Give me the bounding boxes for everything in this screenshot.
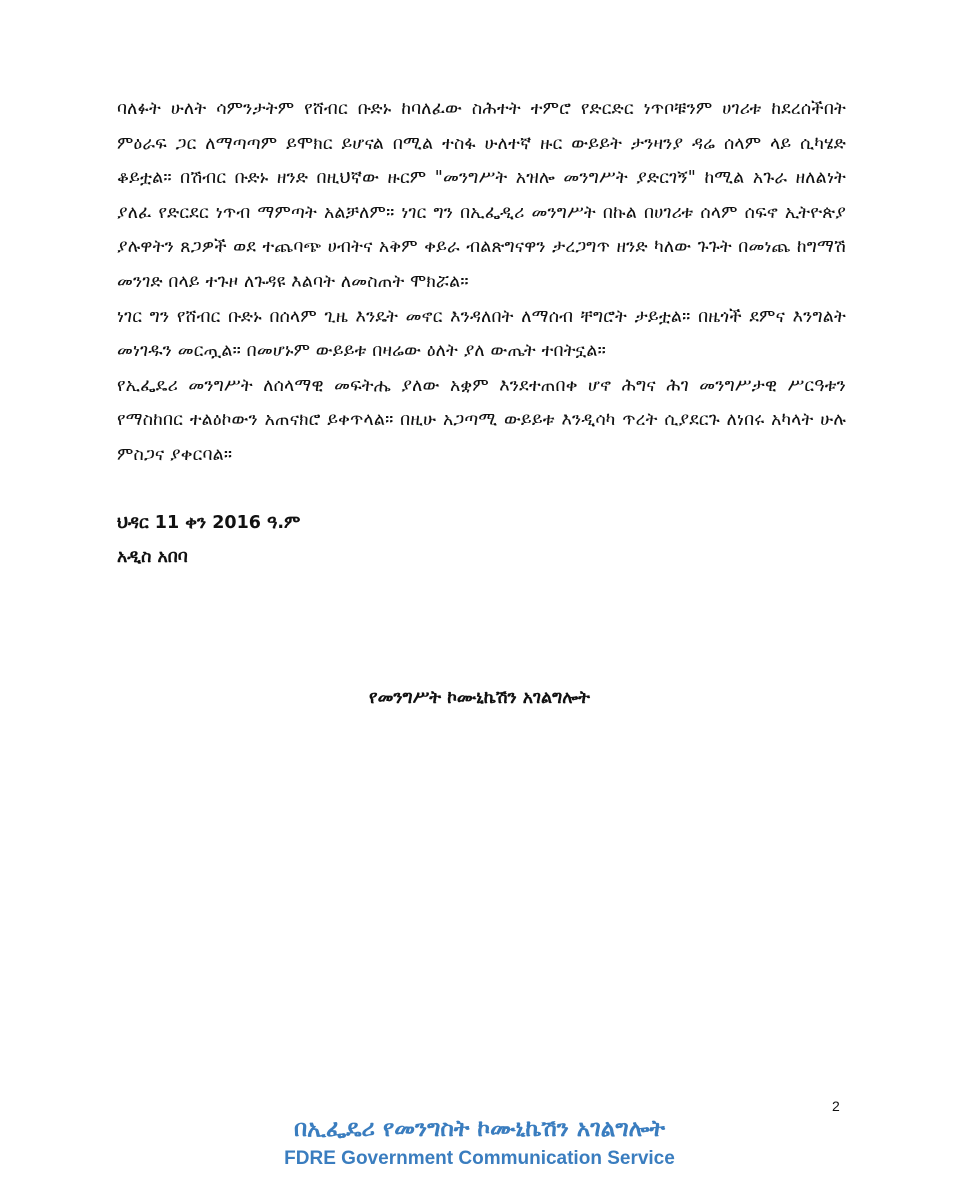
page-number: 2	[832, 1098, 840, 1114]
issuer-signature: የመንግሥት ኮሙኒኬሽን አገልግሎት	[369, 688, 590, 708]
paragraph-3: የኢፌዴሪ መንግሥት ለሰላማዊ መፍትሔ ያለው አቋም እንደተጠበቀ ሆኖ ሕግና ሕገ መንግሥታዊ ሥርዓቱን የማስከበር ተልዕኮውን አጠናክሮ ይቀጥላል። በዚሁ አጋጣሚ ውይይቱ እንዲሳካ ጥረት ሲያደርጉ ለነበሩ አካላት ሁሉ ምስጋና ያቀርባል።	[117, 375, 846, 465]
issue-date: ህዳር 11 ቀን 2016 ዓ.ም	[117, 513, 301, 533]
footer-english-title: FDRE Government Communication Service	[284, 1148, 675, 1169]
issue-city: አዲስ አበባ	[117, 547, 188, 567]
paragraph-1: ባለፉት ሁለት ሳምንታትም የሸብር ቡድኑ ከባለፈው ስሕተት ተምሮ የድርድር ነጥቦቹንም ሀገሪቱ ከደረሰችበት ምዕራፍ ጋር ለማጣጣም ይሞክር ይሆናል በሚል ተስፋ ሁለተኛ ዙር ውይይት ታንዛንያ ዳሬ ሰላም ላይ ሲካሄድ ቆይቷል። በሽብር ቡድኑ ዘንድ በዚህኛው ዙርም "መንግሥት አዝሎ መንግሥት ያድርገኝ" ከሚል አጉራ ዘለልነት ያለፈ የድርደር ነጥብ ማምጣት አልቻለም። ነገር ግን በኢፌዲሪ መንግሥት በኩል በሀገሪቱ ሰላም ሰፍኖ ኢትዮጵያ ያሉዋትን ጸጋዎች ወደ ተጨባጭ ሀብትና አቅም ቀይራ ብልጽግናዋን ታረጋግጥ ዘንድ ካለው ጉጉት በመነጨ ከግማሽ መንገድ በላይ ተጉዞ ለጉዳዩ እልባት ለመስጠት ሞክሯል።	[117, 99, 846, 292]
paragraph-2: ነገር ግን የሸብር ቡድኑ በሰላም ጊዜ እንዴት መኖር እንዳለበት ለማሰብ ቸግሮት ታይቷል። በዜጎች ደምና እንግልት መነገዱን መርጧል። በመሆኑም ውይይቱ በዛሬው ዕለት ያለ ውጤት ተበትኗል።	[117, 306, 846, 362]
statement-body	[117, 92, 846, 473]
footer-amharic-title: በኢፌዴሪ የመንግስት ኮሙኒኬሽን አገልግሎት	[293, 1116, 666, 1142]
